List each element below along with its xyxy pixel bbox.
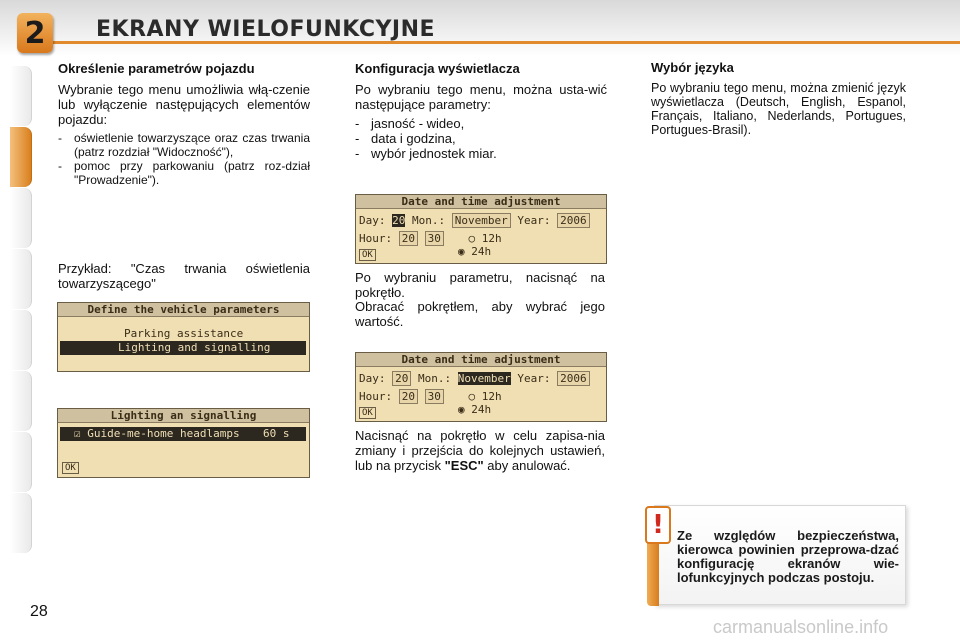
radio-selected-icon: ◉	[458, 245, 465, 258]
chapter-tab[interactable]	[10, 188, 32, 248]
chapter-tab[interactable]	[10, 371, 32, 431]
ok-button: OK	[359, 407, 376, 419]
page-number: 28	[30, 603, 48, 620]
radio-selected-icon: ◉	[458, 403, 465, 416]
screen-date-time-month	[355, 352, 607, 422]
year-label: Year:	[517, 214, 551, 227]
instruction-select: Po wybraniu parametru, nacisnąć na pokrętło.	[355, 270, 605, 300]
bullet-list	[58, 131, 310, 187]
section-heading: Konfiguracja wyświetlacza	[355, 61, 520, 76]
column-vehicle-parameters	[58, 61, 310, 191]
list-item: - data i godzina,	[355, 131, 607, 146]
screen-title: Date and time adjustment	[356, 353, 606, 367]
chapter-tab[interactable]	[10, 66, 32, 126]
screen-lighting	[57, 408, 310, 478]
chapter-number: 2	[24, 15, 46, 51]
date-row	[359, 372, 590, 386]
list-item: - pomoc przy parkowaniu (patrz roz-dział "Prowadzenie").	[58, 159, 310, 187]
date-row	[359, 214, 590, 228]
month-value-selected: November	[457, 372, 511, 385]
ok-button: OK	[62, 462, 79, 474]
menu-item-lighting-selected: Lighting and signalling	[60, 341, 306, 355]
month-value: November	[452, 213, 511, 228]
day-label: Day:	[359, 214, 386, 227]
warning-icon: !	[645, 506, 671, 544]
hour-label: Hour:	[359, 390, 393, 403]
section-heading: Określenie parametrów pojazdu	[58, 61, 255, 76]
paragraph: Po wybraniu tego menu, można usta-wić następujące parametry:	[355, 82, 607, 112]
paragraph: Po wybraniu tego menu, można zmienić język wyświetlacza (Deutsch, English, Espanol, Français, Italiano, Nederlands, Portugues, Portugues-Brasil).	[651, 81, 906, 137]
screen-title: Define the vehicle parameters	[58, 303, 309, 317]
option-24h: 24h	[471, 245, 492, 258]
bullet-list	[355, 116, 607, 161]
year-label: Year:	[517, 372, 551, 385]
column-language	[651, 61, 906, 141]
chapter-tab[interactable]	[10, 249, 32, 309]
month-label: Mon.:	[418, 372, 452, 385]
example-caption: Przykład: "Czas trwania oświetlenia towarzyszącego"	[58, 261, 310, 291]
option-12h: 12h	[481, 232, 502, 245]
chapter-tab[interactable]	[10, 310, 32, 370]
option-24h-row	[458, 245, 491, 259]
checkbox-icon: ☑	[74, 427, 81, 440]
column-display-configuration	[355, 61, 607, 165]
menu-item-parking: Parking assistance	[124, 327, 244, 340]
save-text: Nacisnąć na pokrętło w celu zapisa-nia zmiany i przejścia do kolejnych ustawień, lub na przycisk	[355, 428, 605, 473]
screen-vehicle-parameters	[57, 302, 310, 372]
hour-label: Hour:	[359, 232, 393, 245]
radio-empty-icon: ○	[468, 390, 476, 403]
year-value: 2006	[557, 213, 590, 228]
radio-empty-icon: ○	[468, 232, 476, 245]
chapter-tab-active[interactable]	[10, 127, 32, 187]
paragraph: Wybranie tego menu umożliwia włą-czenie lub wyłączenie następujących elementów pojazdu:	[58, 82, 310, 127]
day-value-selected: 20	[392, 214, 406, 227]
list-item: - oświetlenie towarzyszące oraz czas trwania (patrz rozdział "Widoczność"),	[58, 131, 310, 159]
time-row	[359, 390, 502, 404]
chapter-tabs	[10, 66, 32, 554]
hour-value: 20	[399, 231, 418, 246]
list-item: - wybór jednostek miar.	[355, 146, 607, 161]
chapter-tab[interactable]	[10, 493, 32, 553]
chapter-tab[interactable]	[10, 432, 32, 492]
ok-button: OK	[359, 249, 376, 261]
watermark: carmanualsonline.info	[713, 617, 889, 637]
year-value: 2006	[557, 371, 590, 386]
setting-value: 60 s	[263, 427, 290, 440]
esc-key-label: "ESC"	[444, 458, 484, 473]
minute-value: 30	[425, 231, 444, 246]
chapter-badge	[17, 13, 53, 53]
list-item: - jasność - wideo,	[355, 116, 607, 131]
instruction-rotate: Obracać pokrętłem, aby wybrać jego wartość.	[355, 299, 605, 329]
month-label: Mon.:	[412, 214, 446, 227]
day-value: 20	[392, 371, 411, 386]
day-label: Day:	[359, 372, 386, 385]
hour-value: 20	[399, 389, 418, 404]
warning-text: Ze względów bezpieczeństwa, kierowca powinien przeprowa-dzać konfigurację ekranów wie-lofunkcyjnych podczas postoju.	[677, 528, 899, 585]
instruction-save	[355, 428, 605, 473]
screen-title: Lighting an signalling	[58, 409, 309, 423]
option-24h-row	[458, 403, 491, 417]
screen-title: Date and time adjustment	[356, 195, 606, 209]
cancel-text: aby anulować.	[487, 458, 571, 473]
page-title: EKRANY WIELOFUNKCYJNE	[96, 17, 436, 42]
time-row	[359, 232, 502, 246]
option-24h: 24h	[471, 403, 492, 416]
screen-date-time-day	[355, 194, 607, 264]
option-12h: 12h	[481, 390, 502, 403]
setting-label: Guide-me-home headlamps	[87, 427, 240, 440]
minute-value: 30	[425, 389, 444, 404]
section-heading: Wybór języka	[651, 60, 734, 75]
